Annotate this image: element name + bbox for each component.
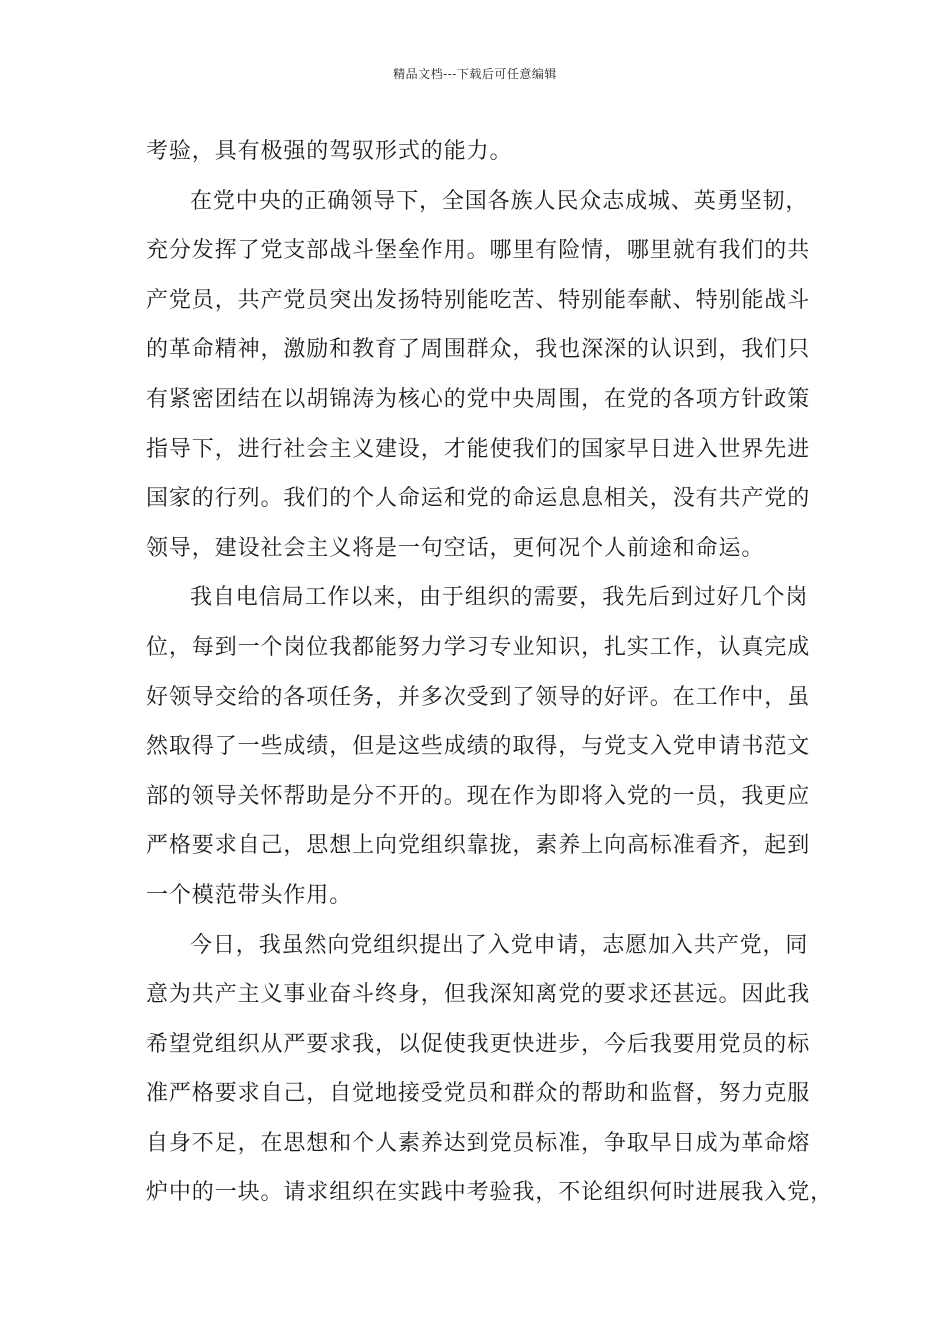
paragraph-start-line: 今日，我虽然向党组织提出了入党申请，志愿加入共产党，同 [190,932,809,958]
paragraph-start-line: 我自电信局工作以来，由于组织的需要，我先后到过好几个岗 [190,585,809,611]
text-line: 一个模范带头作用。 [146,882,353,908]
text-line: 指导下，进行社会主义建设，才能使我们的国家早日进入世界先进 [146,436,811,462]
text-line: 炉中的一块。请求组织在实践中考验我，不论组织何时进展我入党， [146,1180,834,1206]
text-line: 然取得了一些成绩，但是这些成绩的取得，与党支入党申请书范文 [146,734,811,760]
text-line: 希望党组织从严要求我，以促使我更快进步，今后我要用党员的标 [146,1031,811,1057]
text-line: 自身不足，在思想和个人素养达到党员标准，争取早日成为革命熔 [146,1130,811,1156]
text-line: 位，每到一个岗位我都能努力学习专业知识，扎实工作，认真完成 [146,634,811,660]
text-line: 准严格要求自己，自觉地接受党员和群众的帮助和监督，努力克服 [146,1081,811,1107]
page-header: 精品文档---下载后可任意编辑 [393,67,557,81]
paragraph-start-line: 在党中央的正确领导下，全国各族人民众志成城、英勇坚韧， [190,188,809,214]
text-line: 部的领导关怀帮助是分不开的。现在作为即将入党的一员，我更应 [146,783,811,809]
document-body [146,127,834,1218]
text-line: 充分发挥了党支部战斗堡垒作用。哪里有险情，哪里就有我们的共 [146,238,811,264]
text-line: 有紧密团结在以胡锦涛为核心的党中央周围，在党的各项方针政策 [146,386,811,412]
text-line: 产党员，共产党员突出发扬特别能吃苦、特别能奉献、特别能战斗 [146,287,811,313]
text-line: 国家的行列。我们的个人命运和党的命运息息相关，没有共产党的 [146,486,811,512]
text-line: 领导，建设社会主义将是一句空话，更何况个人前途和命运。 [146,535,765,561]
text-line: 的革命精神，激励和教育了周围群众，我也深深的认识到，我们只 [146,337,811,363]
text-line: 好领导交给的各项任务，并多次受到了领导的好评。在工作中，虽 [146,684,811,710]
text-line: 考验，具有极强的驾驭形式的能力。 [146,139,513,164]
text-line: 严格要求自己，思想上向党组织靠拢，素养上向高标准看齐，起到 [146,833,811,859]
text-line: 意为共产主义事业奋斗终身，但我深知离党的要求还甚远。因此我 [146,982,811,1008]
